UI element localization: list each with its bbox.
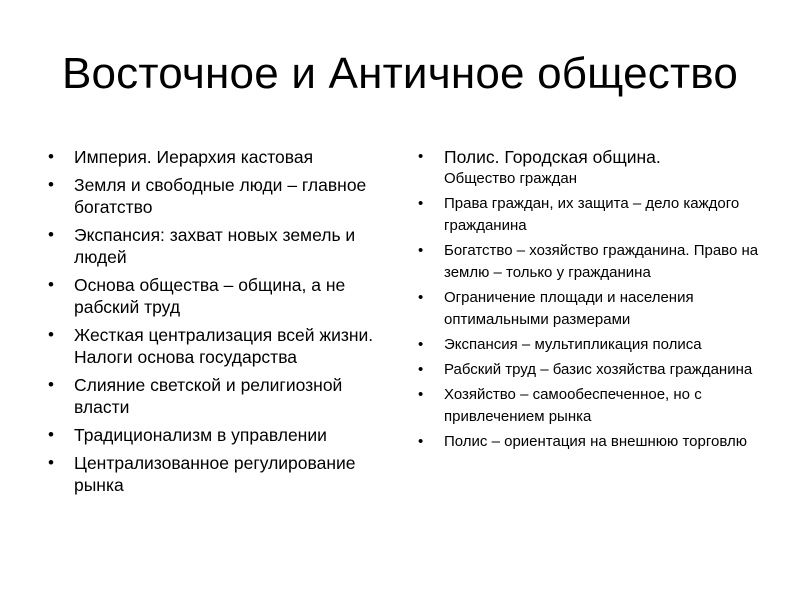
list-item: • Права граждан, их защита – дело каждого гражданина [418, 193, 763, 237]
list-item: • Слияние светской и религиозной власти [48, 374, 378, 418]
list-item: • Богатство – хозяйство гражданина. Право на землю – только у гражданина [418, 240, 763, 284]
list-item: • Империя. Иерархия кастовая [48, 146, 378, 168]
list-item: • Жесткая централизация всей жизни. Налоги основа государства [48, 324, 378, 368]
list-item-sub-text: Общество граждан [444, 170, 578, 187]
list-item: • Экспансия – мультипликация полиса [418, 334, 763, 356]
slide-title: Восточное и Античное общество [61, 49, 739, 98]
list-item: • Земля и свободные люди – главное богатство [48, 174, 378, 218]
list-item: • Полис – ориентация на внешнюю торговлю [418, 431, 763, 453]
list-item: • Ограничение площади и населения оптимальными размерами [418, 287, 763, 331]
list-item [418, 146, 763, 190]
list-item-main-text: Полис. Городская община. [444, 147, 661, 167]
left-bullet-list [48, 146, 378, 502]
list-item: • Основа общества – община, а не рабский труд [48, 274, 378, 318]
right-bullet-list [418, 146, 763, 456]
list-item: • Экспансия: захват новых земель и людей [48, 224, 378, 268]
list-item: • Рабский труд – базис хозяйства гражданина [418, 359, 763, 381]
list-item: • Хозяйство – самообеспеченное, но с привлечением рынка [418, 384, 763, 428]
list-item: • Централизованное регулирование рынка [48, 452, 378, 496]
list-item: • Традиционализм в управлении [48, 424, 378, 446]
